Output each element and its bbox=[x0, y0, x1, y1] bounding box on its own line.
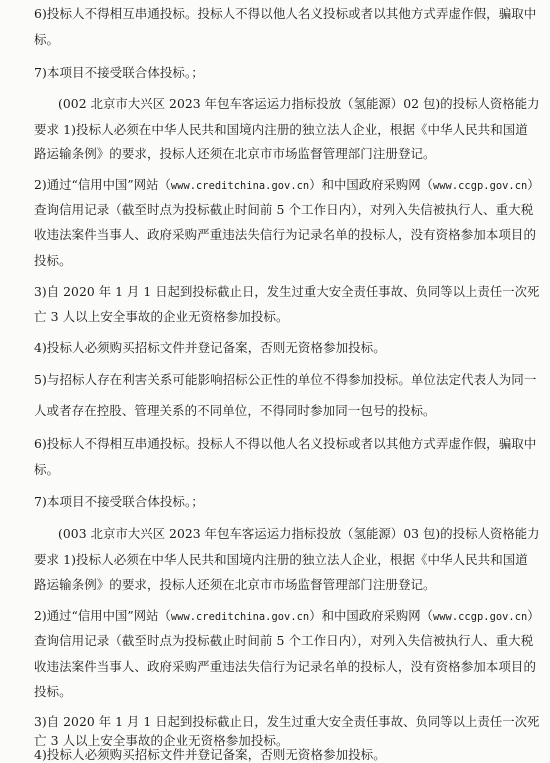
text-line: 查询信用记录（截至时点为投标截止时间前 5 个工作日内），对列入失信被执行人、重大税 bbox=[34, 202, 534, 217]
text-line: 标。 bbox=[34, 32, 60, 47]
text-line: (002 北京市大兴区 2023 年包车客运运力指标投放（氢能源）02 包)的投标人资格能力 bbox=[58, 97, 540, 111]
text-line: 人或者存在控股、管理关系的不同单位，不得同时参加同一包号的投标。 bbox=[34, 403, 436, 418]
url-creditchina: www.creditchina.gov.cn bbox=[170, 180, 310, 192]
text-line: 3)自 2020 年 1 月 1 日起到投标截止日，发生过重大安全责任事故、负同等以上责任一次死 bbox=[34, 285, 540, 299]
text-fragment: ）和中国政府采购网（ bbox=[309, 609, 433, 623]
text-line: 投标。 bbox=[34, 253, 72, 268]
text-line: 标。 bbox=[34, 462, 60, 477]
text-fragment: ）和中国政府采购网（ bbox=[309, 178, 433, 192]
text-line: 4)投标人必须购买招标文件并登记备案，否则无资格参加投标。 bbox=[34, 340, 386, 355]
text-line: 路运输条例》的要求，投标人还须在北京市市场监督管理部门注册登记。 bbox=[34, 577, 436, 592]
text-fragment: 2)通过“信用中国”网站（ bbox=[34, 609, 171, 623]
url-creditchina: www.creditchina.gov.cn bbox=[170, 611, 310, 623]
text-line: 投标。 bbox=[34, 684, 72, 699]
text-line: 5)与招标人存在利害关系可能影响招标公正性的单位不得参加投标。单位法定代表人为同一 bbox=[34, 372, 537, 387]
text-line: 收违法案件当事人、政府采购严重违法失信行为记录名单的投标人，没有资格参加本项目的 bbox=[34, 659, 537, 674]
text-line: 路运输条例》的要求，投标人还须在北京市市场监督管理部门注册登记。 bbox=[34, 146, 436, 161]
text-line: 要求 1)投标人必须在中华人民共和国境内注册的独立法人企业，根据《中华人民共和国道 bbox=[34, 552, 528, 567]
text-line: 收违法案件当事人、政府采购严重违法失信行为记录名单的投标人，没有资格参加本项目的 bbox=[34, 227, 537, 242]
text-line: 3)自 2020 年 1 月 1 日起到投标截止日，发生过重大安全责任事故、负同等以上责任一次死 bbox=[34, 715, 540, 729]
text-line-with-urls bbox=[34, 608, 540, 625]
text-line: 查询信用记录（截至时点为投标截止时间前 5 个工作日内），对列入失信被执行人、重大税 bbox=[34, 633, 534, 648]
text-line: (003 北京市大兴区 2023 年包车客运运力指标投放（氢能源）03 包)的投标人资格能力 bbox=[58, 527, 540, 541]
text-line: 6)投标人不得相互串通投标。投标人不得以他人名义投标或者以其他方式弄虚作假，骗取中 bbox=[34, 6, 537, 21]
text-line: 亡 3 人以上安全事故的企业无资格参加投标。 bbox=[34, 309, 289, 324]
text-fragment: ） bbox=[527, 178, 540, 192]
text-fragment: 2)通过“信用中国”网站（ bbox=[34, 178, 171, 192]
text-line: 7)本项目不接受联合体投标。； bbox=[34, 65, 204, 80]
text-line: 亡 3 人以上安全事故的企业无资格参加投标。 bbox=[34, 733, 289, 748]
text-fragment: ） bbox=[527, 609, 540, 623]
url-ccgp: www.ccgp.gov.cn bbox=[432, 180, 528, 192]
text-line: 要求 1)投标人必须在中华人民共和国境内注册的独立法人企业，根据《中华人民共和国道 bbox=[34, 122, 528, 137]
text-line: 7)本项目不接受联合体投标。； bbox=[34, 494, 204, 509]
text-line: 4)投标人必须购买招标文件并登记备案，否则无资格参加投标。 bbox=[34, 747, 386, 762]
text-line-with-urls bbox=[34, 177, 540, 194]
text-line: 6)投标人不得相互串通投标。投标人不得以他人名义投标或者以其他方式弄虚作假，骗取中 bbox=[34, 436, 537, 451]
url-ccgp: www.ccgp.gov.cn bbox=[432, 611, 528, 623]
